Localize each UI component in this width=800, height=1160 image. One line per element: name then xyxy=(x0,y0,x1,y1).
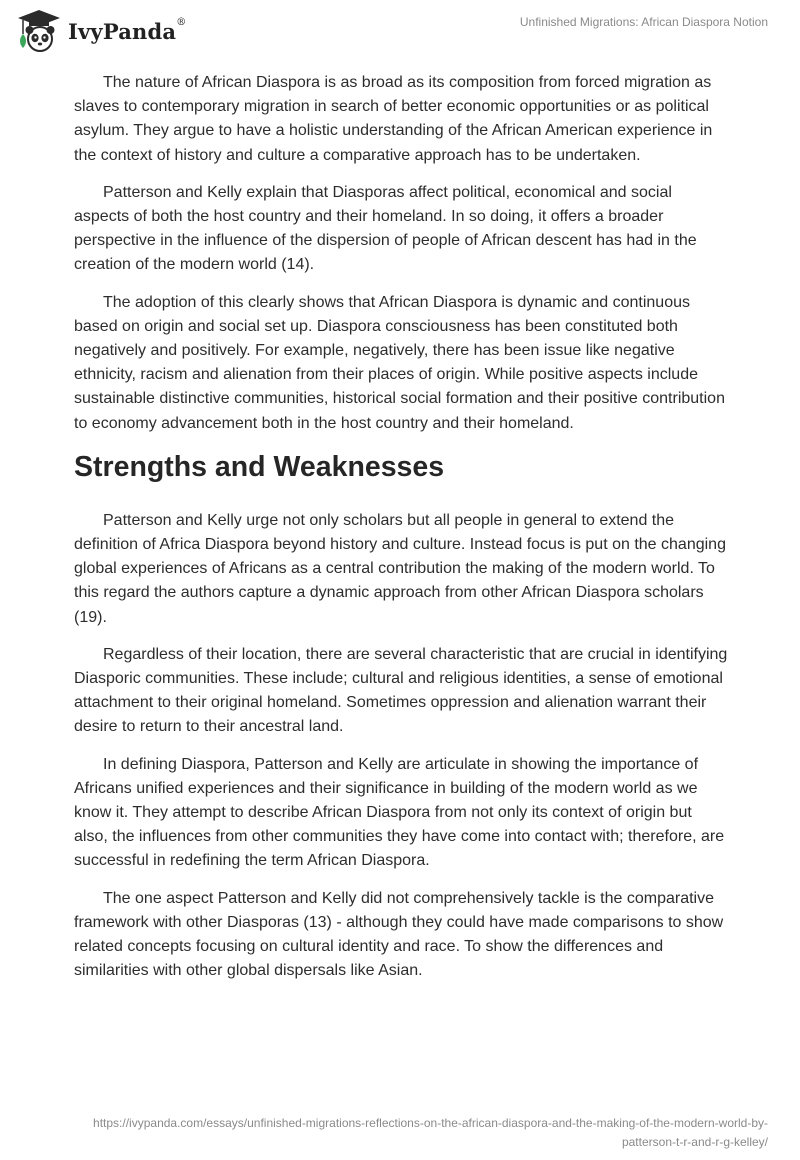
paragraph: Patterson and Kelly explain that Diasporas affect political, economical and social aspects of both the host country and their homeland. In so doing, it offers a broader perspective in the influence of the dispersion of people of African descent has had in the creation of the modern world (14). xyxy=(74,183,697,274)
paragraph: The one aspect Patterson and Kelly did not comprehensively tackle is the comparative framework with other Diasporas (13) - although they could have made comparisons to show related concepts focusing on cultural identity and race. To show the differences and similarities with other global dispersals like Asian. xyxy=(74,889,724,980)
document-title: Unfinished Migrations: African Diaspora Notion xyxy=(519,15,768,29)
paragraph: Patterson and Kelly urge not only scholars but all people in general to extend the definition of Africa Diaspora beyond history and culture. Instead focus is put on the changing global experiences of Africans as a central contribution the making of the modern world. To this regard the authors capture a dynamic approach from other African Diaspora scholars (19). xyxy=(74,511,726,626)
brand-name: IvyPanda® xyxy=(68,16,187,44)
source-url-line: https://ivypanda.com/essays/unfinished-migrations-reflections-on-the-african-diaspora-and-the-making-of-the-modern-world-by- xyxy=(93,1116,768,1130)
source-url[interactable] xyxy=(40,1114,768,1152)
paragraph: Regardless of their location, there are several characteristic that are crucial in identifying Diasporic communities. These include; cultural and religious identities, a sense of emotional attachment to their original homeland. Sometimes oppression and alienation warrant their desire to return to their ancestral land. xyxy=(74,645,728,736)
ivypanda-logo[interactable] xyxy=(14,7,186,55)
page-header xyxy=(0,0,800,60)
panda-graduate-icon xyxy=(14,7,64,55)
source-url-line: patterson-t-r-and-r-g-kelley/ xyxy=(621,1135,768,1149)
paragraph: In defining Diaspora, Patterson and Kelly are articulate in showing the importance of Africans unified experiences and their significance in building of the modern world as we know it. They attempt to describe African Diaspora from not only its context of origin but also, the influences from other communities they have come into contact with; therefore, are successful in redefining the term African Diaspora. xyxy=(74,755,725,870)
paragraph: The adoption of this clearly shows that African Diaspora is dynamic and continuous based on origin and social set up. Diaspora consciousness has been constituted both negatively and positively. For example, negatively, there has been issue like negative ethnicity, racism and alienation from their places of origin. While positive aspects include sustainable distinctive communities, historical social formation and their positive contribution to economy advancement both in the host country and their homeland. xyxy=(74,293,725,432)
paragraph: The nature of African Diaspora is as broad as its composition from forced migration as slaves to contemporary migration in search of better economic opportunities or as political asylum. They argue to have a holistic understanding of the African American experience in the context of history and culture a comparative approach has to be undertaken. xyxy=(74,74,713,164)
essay-body xyxy=(74,71,728,997)
section-heading: Strengths and Weaknesses xyxy=(74,450,445,483)
